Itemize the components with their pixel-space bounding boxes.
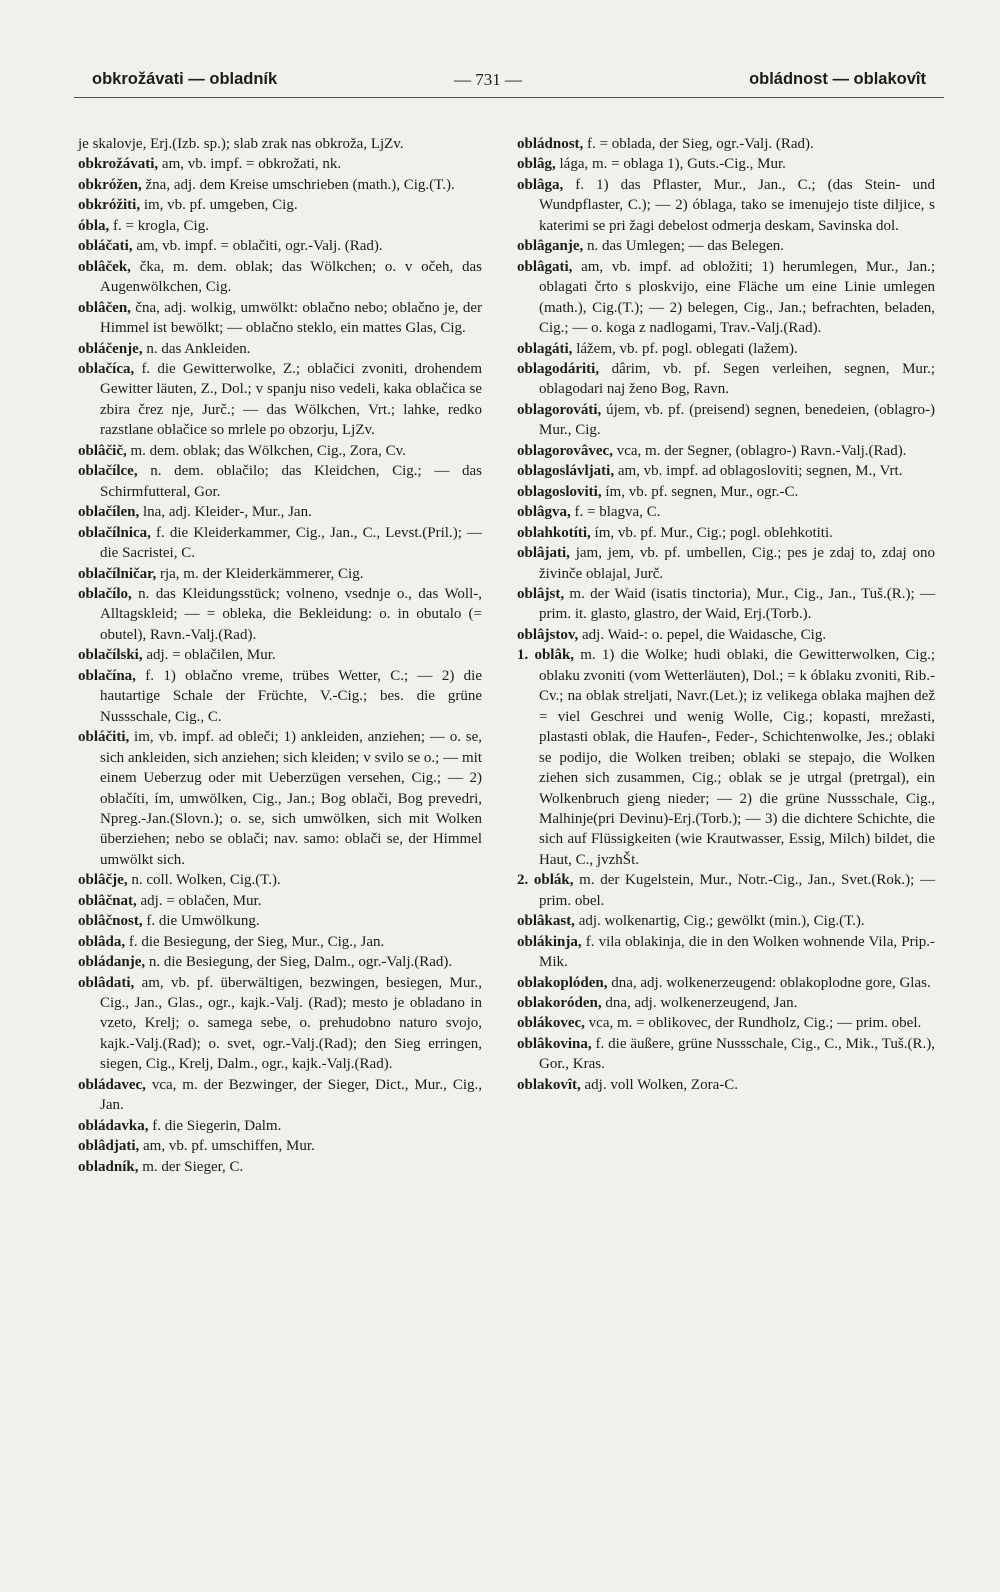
entry-definition: dârim, vb. pf. Segen verleihen, segnen, Mur.; oblagodari naj ženo Bog, Ravn. — [539, 360, 935, 398]
entry-headword: obláčenje, — [78, 340, 143, 357]
entry-definition: f. die Kleiderkammer, Cig., Jan., C., Levst.(Pril.); — die Sacristei, C. — [100, 524, 482, 562]
entry-definition: adj. Waid-: o. pepel, die Waidasche, Cig. — [578, 626, 827, 643]
dictionary-entry — [78, 870, 482, 890]
dictionary-entry — [517, 870, 935, 911]
entry-definition: ím, vb. pf. Mur., Cig.; pogl. oblehkotiti. — [590, 524, 833, 541]
entry-definition: dna, adj. wolkenerzeugend: oblakoplodne gore, Glas. — [607, 974, 931, 991]
dictionary-entry — [517, 502, 935, 522]
entry-headword: oblâčič, — [78, 442, 127, 459]
entry-headword: obládnost, — [517, 136, 584, 152]
dictionary-entry — [78, 891, 482, 911]
entry-headword: oblakoplóden, — [517, 974, 608, 991]
entry-definition: f. 1) oblačno vreme, trübes Wetter, C.; — 2) die hautartige Schale der Früchte, V.-Cig.; bes. die grüne Nussschale, Cig., C. — [100, 667, 482, 725]
entry-headword: 2. oblák, — [517, 872, 574, 889]
entry-definition: n. das Kleidungsstück; volneno, vsednje o., das Woll-, Alltagskleid; — = obleka, die Bekleidung: o. in obutalo (= obutel), Ravn.-Valj.(Rad). — [100, 585, 482, 643]
dictionary-entry — [78, 1157, 482, 1177]
entry-definition: újem, vb. pf. (preisend) segnen, benedeien, (oblagro-) Mur., Cig. — [539, 401, 935, 439]
entry-headword: obkróžiti, — [78, 197, 141, 214]
entry-definition: vca, m. der Bezwinger, der Sieger, Dict., Mur., Cig., Jan. — [100, 1076, 482, 1114]
entry-definition: n. coll. Wolken, Cig.(T.). — [127, 872, 281, 889]
entry-definition: čna, adj. wolkig, umwölkt: oblačno nebo; oblačno je, der Himmel ist bewölkt; — oblačno steklo, ein mattes Glas, Cig. — [100, 299, 482, 337]
entry-definition: n. das Umlegen; — das Belegen. — [583, 238, 785, 255]
header-rule — [74, 97, 944, 98]
entry-headword: oblagorováti, — [517, 401, 602, 418]
entry-headword: oblâg, — [517, 156, 556, 173]
entry-definition: vca, m. der Segner, (oblagro-) Ravn.-Valj.(Rad). — [612, 442, 907, 459]
entry-headword: oblâgva, — [517, 504, 571, 521]
dictionary-entry — [517, 523, 935, 543]
dictionary-entry — [78, 1136, 482, 1156]
entry-headword: oblačílo, — [78, 585, 132, 602]
entry-definition: lága, m. = oblaga 1), Guts.-Cig., Mur. — [555, 156, 786, 173]
entry-headword: oblagorovâvec, — [517, 442, 613, 459]
dictionary-entry — [78, 134, 482, 154]
dictionary-entry — [517, 973, 935, 993]
entry-headword: 1. oblâk, — [517, 647, 575, 664]
entry-definition: m. dem. oblak; das Wölkchen, Cig., Zora, Cv. — [126, 442, 406, 459]
entry-headword: oblagodáriti, — [517, 360, 600, 377]
dictionary-entry — [78, 1116, 482, 1136]
entry-headword: óbla, — [78, 217, 110, 234]
dictionary-entry — [78, 359, 482, 441]
entry-definition: f. = oblada, der Sieg, ogr.-Valj. (Rad). — [583, 136, 814, 152]
entry-definition: m. der Waid (isatis tinctoria), Mur., Cig., Jan., Tuš.(R.); — prim. it. glasto, glastro, der Waid, Erj.(Torb.). — [539, 585, 935, 623]
entry-definition: f. = krogla, Cig. — [109, 217, 209, 234]
entry-headword: oblagosloviti, — [517, 483, 602, 500]
entry-definition: am, vb. pf. überwältigen, bezwingen, besiegen, Mur., Cig., Jan., Glas., ogr., kajk.-Valj. (Rad); mesto je obladano in vzeto, Krelj; o. samega sebe, o. prehudobno naturo svojo, kajk.-Valj.(Rad); o. svet, ogr.-Valj.(Rad); den Sieg erringen, siegen, Cig., Krelj, Dalm., ogr., kajk.-Valj.(Rad). — [100, 974, 482, 1073]
entry-headword: oblâdati, — [78, 974, 135, 991]
dictionary-entry — [78, 257, 482, 298]
entry-definition: ím, vb. pf. segnen, Mur., ogr.-C. — [601, 483, 799, 500]
dictionary-entry — [78, 175, 482, 195]
entry-headword: oblákovec, — [517, 1015, 585, 1032]
entry-headword: oblačílnica, — [78, 524, 151, 541]
entry-headword: obládavec, — [78, 1076, 146, 1093]
dictionary-entry — [78, 1075, 482, 1116]
dictionary-entry — [78, 441, 482, 461]
entry-headword: oblâjati, — [517, 545, 570, 562]
entry-headword: obláčiti, — [78, 729, 130, 746]
dictionary-entry — [78, 298, 482, 339]
entry-definition: f. 1) das Pflaster, Mur., Jan., C.; (das Stein- und Wundpflaster, C.); — 2) óblaga, tako se imenujejo tiste diljice, s katerimi se pri žagi debelost odmerja deskam, Savinska dol. — [539, 176, 935, 234]
dictionary-entry — [78, 339, 482, 359]
entry-headword: obkrožávati, — [78, 156, 159, 173]
entry-headword: oblačílen, — [78, 504, 140, 521]
entry-definition: lážem, vb. pf. pogl. oblegati (lažem). — [572, 340, 798, 357]
entry-headword: oblâčje, — [78, 872, 128, 889]
entry-definition: adj. wolkenartig, Cig.; gewölkt (min.), Cig.(T.). — [574, 913, 865, 930]
entry-headword: oblahkotíti, — [517, 524, 591, 541]
dictionary-entry — [517, 1013, 935, 1033]
entry-definition: m. 1) die Wolke; hudi oblaki, die Gewitterwolken, Cig.; oblaku zvoniti (vom Wetterläuten), Dol.; = k óblaku zvoniti, Rib.-Cv.; na oblak streljati, Navr.(Let.); iz velikega oblaka majhen dež = viel Geschrei und wenig Wolle, Cig.; kopasti, mrežasti, plastasti oblak, die Haufen-, Feder-, Schichtenwolke, Jes.; oblaki se podijo, die Wolken treiben; oblaki se stepajo, die Wolken ziehen sich zusammen, Cig.; oblak se je utrgal (pretrgal), ein Wolkenbruch gieng nieder; — 2) die grüne Nussschale, Cig., Malhinje(pri Devinu)-Erj.(Torb.); — 3) die dichtere Schichte, die sich auf Flüssigkeiten (wie Krautwasser, Essig, Milch) bildet, die Haut, C., jvzhŠt. — [539, 647, 935, 868]
entry-definition: čka, m. dem. oblak; das Wölkchen; o. v očeh, das Augenwölkchen, Cig. — [100, 258, 482, 296]
dictionary-entry — [78, 727, 482, 870]
entry-definition: am, vb. pf. umschiffen, Mur. — [139, 1138, 315, 1155]
entry-definition: am, vb. impf. = oblačiti, ogr.-Valj. (Rad). — [132, 238, 383, 255]
dictionary-entry — [78, 523, 482, 564]
dictionary-entry — [517, 339, 935, 359]
dictionary-entry — [517, 482, 935, 502]
right-column — [517, 134, 935, 1095]
dictionary-entry — [517, 400, 935, 441]
entry-definition: lna, adj. Kleider-, Mur., Jan. — [139, 504, 312, 521]
entry-headword: oblačína, — [78, 667, 136, 684]
entry-headword: oblâda, — [78, 933, 126, 950]
entry-definition: žna, adj. dem Kreise umschrieben (math.), Cig.(T.). — [141, 176, 455, 193]
entry-headword: oblagoslávljati, — [517, 463, 615, 480]
entry-headword: oblakovît, — [517, 1076, 581, 1093]
dictionary-entry — [517, 359, 935, 400]
entry-definition: vca, m. = oblikovec, der Rundholz, Cig.; — prim. obel. — [584, 1015, 922, 1032]
entry-headword: oblâkovina, — [517, 1035, 592, 1052]
entry-definition: adj. = oblačilen, Mur. — [142, 647, 276, 664]
entry-headword: obláčati, — [78, 238, 133, 255]
entry-headword: oblačílce, — [78, 463, 138, 480]
dictionary-entry — [517, 1075, 935, 1095]
entry-definition: m. der Sieger, C. — [138, 1158, 244, 1175]
entry-definition: f. vila oblakinja, die in den Wolken wohnende Vila, Prip.-Mik. — [539, 933, 935, 971]
dictionary-entry — [517, 175, 935, 236]
entry-headword: oblâčnost, — [78, 913, 143, 930]
entry-headword: oblakoróden, — [517, 995, 602, 1012]
entry-definition: adj. = oblačen, Mur. — [136, 892, 262, 909]
entry-headword: obládanje, — [78, 954, 146, 971]
dictionary-entry — [78, 216, 482, 236]
dictionary-entry — [517, 645, 935, 870]
dictionary-entry — [517, 1034, 935, 1075]
page-number: — 731 — — [454, 70, 522, 89]
entry-headword: oblačíca, — [78, 360, 135, 377]
dictionary-entry — [78, 973, 482, 1075]
dictionary-entry — [78, 645, 482, 665]
entry-headword: oblâjstov, — [517, 626, 579, 643]
entry-headword: oblagáti, — [517, 340, 573, 357]
entry-definition: n. das Ankleiden. — [142, 340, 251, 357]
entry-headword: oblâčen, — [78, 299, 131, 316]
dictionary-entry — [78, 952, 482, 972]
dictionary-entry — [517, 236, 935, 256]
entry-headword: obládavka, — [78, 1117, 149, 1134]
dictionary-entry — [78, 932, 482, 952]
dictionary-entry — [517, 461, 935, 481]
entry-headword: oblâganje, — [517, 238, 584, 255]
entry-headword: oblákinja, — [517, 933, 582, 950]
dictionary-entry — [517, 543, 935, 584]
header-left: obkrožávati — obladník — [92, 70, 278, 88]
entry-definition: jam, jem, vb. pf. umbellen, Cig.; pes je zdaj to, zdaj ono živinče oblajal, Jurč. — [539, 545, 935, 582]
dictionary-entry — [78, 236, 482, 256]
dictionary-entry — [517, 625, 935, 645]
entry-headword: oblâčnat, — [78, 892, 137, 909]
entry-headword: oblâjst, — [517, 585, 565, 602]
entry-headword: oblâkast, — [517, 913, 575, 930]
dictionary-entry — [517, 134, 935, 154]
entry-definition: adj. voll Wolken, Zora-C. — [580, 1076, 739, 1093]
entry-definition: rja, m. der Kleiderkämmerer, Cig. — [156, 565, 364, 582]
entry-definition: f. die Umwölkung. — [142, 913, 260, 930]
dictionary-entry — [517, 257, 935, 339]
entry-definition: f. = blagva, C. — [570, 504, 661, 521]
entry-definition: am, vb. impf. ad oblagosloviti; segnen, M., Vrt. — [614, 463, 903, 480]
dictionary-entry — [517, 584, 935, 625]
entry-definition: dna, adj. wolkenerzeugend, Jan. — [601, 995, 798, 1012]
entry-headword: obkróžen, — [78, 176, 142, 193]
entry-definition: f. die Gewitterwolke, Z.; oblačici zvoniti, drohendem Gewitter läuten, Z., Dol.; v spanju niso vedeli, kaka oblačica se zbira črez nje, Jurč.; — das Wölkchen, Vrt.; lahke, redko razstlane oblačice so mrlele po obzorju, LjZv. — [100, 360, 482, 439]
dictionary-entry — [78, 564, 482, 584]
dictionary-entry — [517, 441, 935, 461]
dictionary-entry — [517, 932, 935, 973]
dictionary-entry — [78, 502, 482, 522]
left-column — [78, 134, 482, 1177]
dictionary-entry — [78, 911, 482, 931]
running-header — [74, 64, 944, 94]
dictionary-entry — [78, 666, 482, 727]
entry-definition: je skalovje, Erj.(Izb. sp.); slab zrak nas obkroža, LjZv. — [78, 136, 404, 152]
entry-headword: oblâček, — [78, 258, 131, 275]
entry-headword: oblačílski, — [78, 647, 143, 664]
dictionary-entry — [78, 154, 482, 174]
header-right: obládnost — oblakovît — [749, 70, 926, 88]
entry-headword: oblâgati, — [517, 258, 573, 275]
entry-headword: obladník, — [78, 1158, 139, 1175]
entry-headword: oblačílničar, — [78, 565, 157, 582]
dictionary-entry — [517, 911, 935, 931]
entry-definition: am, vb. impf. = obkrožati, nk. — [158, 156, 342, 173]
dictionary-entry — [78, 584, 482, 645]
entry-definition: im, vb. impf. ad obleči; 1) ankleiden, anziehen; — o. se, sich ankleiden, sich anziehen; sich kleiden; v svilo se o.; — mit einem Ueberzug oder mit Ueberzügen versehen, Cig.; — 2) oblačíti, ím, umwölken, Cig., Jan.; Bog oblači, Bog prevedri, Npreg.-Jan.(Slovn.); o. se, sich umwölken, sich mit Wolken überziehen; nebo se oblači; nav. samo: oblači se, der Himmel umwölkt sich. — [100, 729, 482, 868]
entry-definition: n. die Besiegung, der Sieg, Dalm., ogr.-Valj.(Rad). — [145, 954, 453, 971]
entry-definition: m. der Kugelstein, Mur., Notr.-Cig., Jan., Svet.(Rok.); — prim. obel. — [539, 872, 935, 909]
entry-headword: oblâga, — [517, 176, 564, 193]
entry-definition: f. die Besiegung, der Sieg, Mur., Cig., Jan. — [125, 933, 385, 950]
entry-headword: oblâdjati, — [78, 1138, 140, 1155]
entry-definition: f. die äußere, grüne Nussschale, Cig., C., Mik., Tuš.(R.), Gor., Kras. — [539, 1035, 935, 1073]
dictionary-entry — [78, 195, 482, 215]
dictionary-entry — [78, 461, 482, 502]
entry-definition: am, vb. impf. ad obložiti; 1) herumlegen, Mur., Jan.; oblagati črto s ploskvijo, eine Fläche um eine Linie umlegen (math.), Cig.(T.); — 2) belegen, Cig., Jan.; befrachten, beladen, Cig.; — o. koga z nadlogami, Trav.-Valj.(Rad). — [539, 258, 935, 337]
entry-definition: im, vb. pf. umgeben, Cig. — [140, 197, 298, 214]
entry-definition: n. dem. oblačilo; das Kleidchen, Cig.; — das Schirmfutteral, Gor. — [100, 463, 482, 500]
dictionary-entry — [517, 993, 935, 1013]
dictionary-entry — [517, 154, 935, 174]
entry-definition: f. die Siegerin, Dalm. — [148, 1117, 282, 1134]
